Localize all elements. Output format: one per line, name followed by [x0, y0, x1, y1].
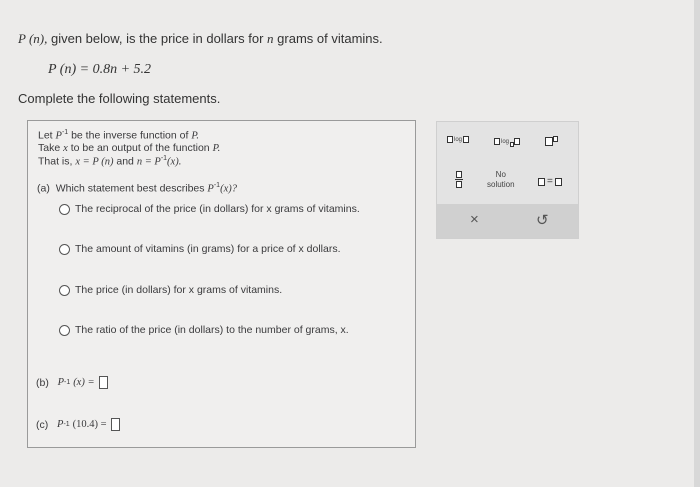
- clear-icon[interactable]: ×: [470, 211, 479, 228]
- log-base-button[interactable]: log: [494, 136, 520, 147]
- undo-icon[interactable]: ↺: [536, 212, 549, 229]
- instructions: Complete the following statements.: [18, 91, 221, 106]
- option-reciprocal[interactable]: The reciprocal of the price (in dollars) for x grams of vitamins.: [59, 203, 360, 215]
- no-solution-button[interactable]: No solution: [487, 170, 515, 189]
- problem-intro: [18, 31, 383, 47]
- part-b: (b) P -1 (x) =: [36, 376, 108, 389]
- math-palette: [436, 121, 579, 239]
- definition-line-2: Take x to be an output of the function P.: [38, 142, 221, 154]
- action-bar: [437, 204, 578, 238]
- part-c: (c) P -1 (10.4) =: [36, 418, 120, 431]
- part-a-question: (a) Which statement best describes $P^{-1}(x)$?: [37, 182, 237, 195]
- fraction-button[interactable]: [455, 171, 463, 188]
- definition-line-1: Let $P^{-1}$ be the inverse function of P.: [38, 129, 200, 142]
- radio-button[interactable]: [59, 244, 70, 255]
- formula: P (n) = 0.8n + 5.2: [48, 62, 152, 77]
- log-button[interactable]: log: [447, 136, 469, 143]
- scrollbar[interactable]: [694, 0, 700, 487]
- definition-line-3: That is, x = P (n) and $n = P^{-1}(x)$.: [38, 155, 182, 168]
- option-ratio[interactable]: The ratio of the price (in dollars) to the number of grams, x.: [59, 324, 349, 336]
- intro-text: given below, is the price in dollars for: [47, 31, 268, 46]
- radio-button[interactable]: [59, 325, 70, 336]
- intro-text-end: grams of vitamins.: [273, 31, 383, 46]
- equals-button[interactable]: =: [538, 176, 562, 187]
- option-amount-of-vitamins[interactable]: The amount of vitamins (in grams) for a price of x dollars.: [59, 243, 341, 255]
- answer-input-c[interactable]: [111, 418, 120, 431]
- question-box: [27, 120, 416, 448]
- answer-input-b[interactable]: [99, 376, 108, 389]
- option-price[interactable]: The price (in dollars) for x grams of vitamins.: [59, 284, 282, 296]
- function-notation: P (n),: [18, 31, 48, 46]
- variable-n: n: [267, 31, 274, 46]
- radio-button[interactable]: [59, 285, 70, 296]
- radio-button[interactable]: [59, 204, 70, 215]
- exponent-button[interactable]: [545, 132, 558, 146]
